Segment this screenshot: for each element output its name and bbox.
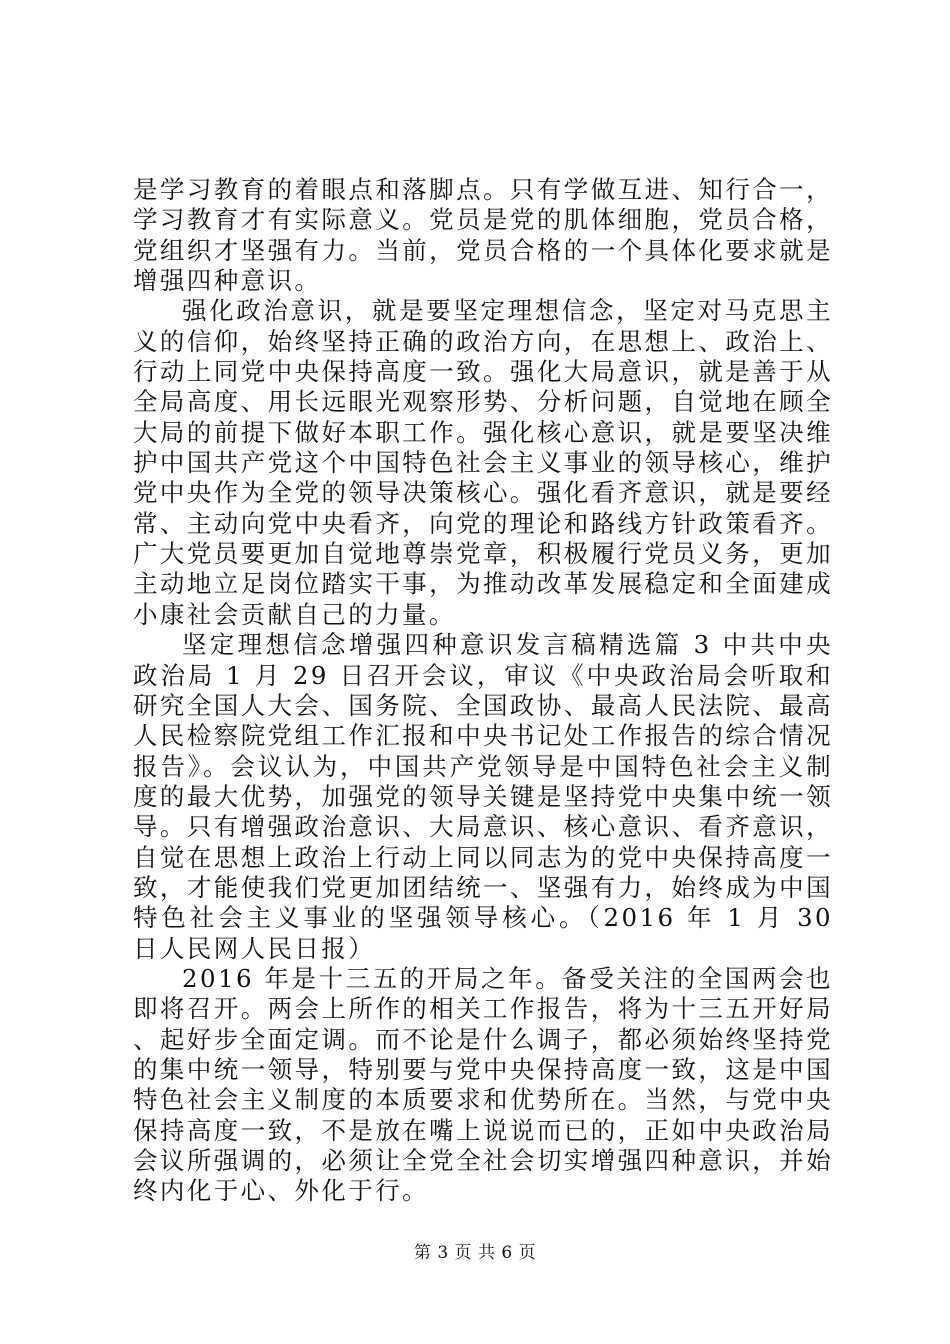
paragraph-1: 是学习教育的着眼点和落脚点。只有学做互进、知行合一，学习教育才有实际意义。党员是党的肌体细胞，党员合格，党组织才坚强有力。当前，党员合格的一个具体化要求就是增强四种意识。 (133, 175, 833, 296)
document-body (133, 175, 833, 1207)
paragraph-4: 2016 年是十三五的开局之年。备受关注的全国两会也即将召开。两会上所作的相关工作报告，将为十三五开好局、起好步全面定调。而不论是什么调子，都必须始终坚持党的集中统一领导，特别要与党中央保持高度一致，这是中国特色社会主义制度的本质要求和优势所在。当然，与党中央保持高度一致，不是放在嘴上说说而已的，正如中央政治局会议所强调的，必须让全党全社会切实增强四种意识，并始终内化于心、外化于行。 (133, 963, 833, 1206)
paragraph-3: 坚定理想信念增强四种意识发言稿精选篇 3 中共中央政治局 1 月 29 日召开会议，审议《中央政治局会听取和研究全国人大会、国务院、全国政协、最高人民法院、最高人民检察院党组工作汇报和中央书记处工作报告的综合情况报告》。会议认为，中国共产党领导是中国特色社会主义制度的最大优势，加强党的领导关键是坚持党中央集中统一领导。只有增强政治意识、大局意识、核心意识、看齐意识，自觉在思想上政治上行动上同以同志为的党中央保持高度一致，才能使我们党更加团结统一、坚强有力，始终成为中国特色社会主义事业的坚强领导核心。（2016 年 1 月 30 日人民网人民日报） (133, 630, 833, 963)
page-footer: 第 3 页 共 6 页 (413, 1243, 537, 1263)
paragraph-2: 强化政治意识，就是要坚定理想信念，坚定对马克思主义的信仰，始终坚持正确的政治方向，在思想上、政治上、行动上同党中央保持高度一致。强化大局意识，就是善于从全局高度、用长远眼光观察形势、分析问题，自觉地在顾全大局的前提下做好本职工作。强化核心意识，就是要坚决维护中国共产党这个中国特色社会主义事业的领导核心，维护党中央作为全党的领导决策核心。强化看齐意识，就是要经常、主动向党中央看齐，向党的理论和路线方针政策看齐。广大党员要更加自觉地尊崇党章，积极履行党员义务，更加主动地立足岗位踏实干事，为推动改革发展稳定和全面建成小康社会贡献自己的力量。 (133, 296, 833, 629)
